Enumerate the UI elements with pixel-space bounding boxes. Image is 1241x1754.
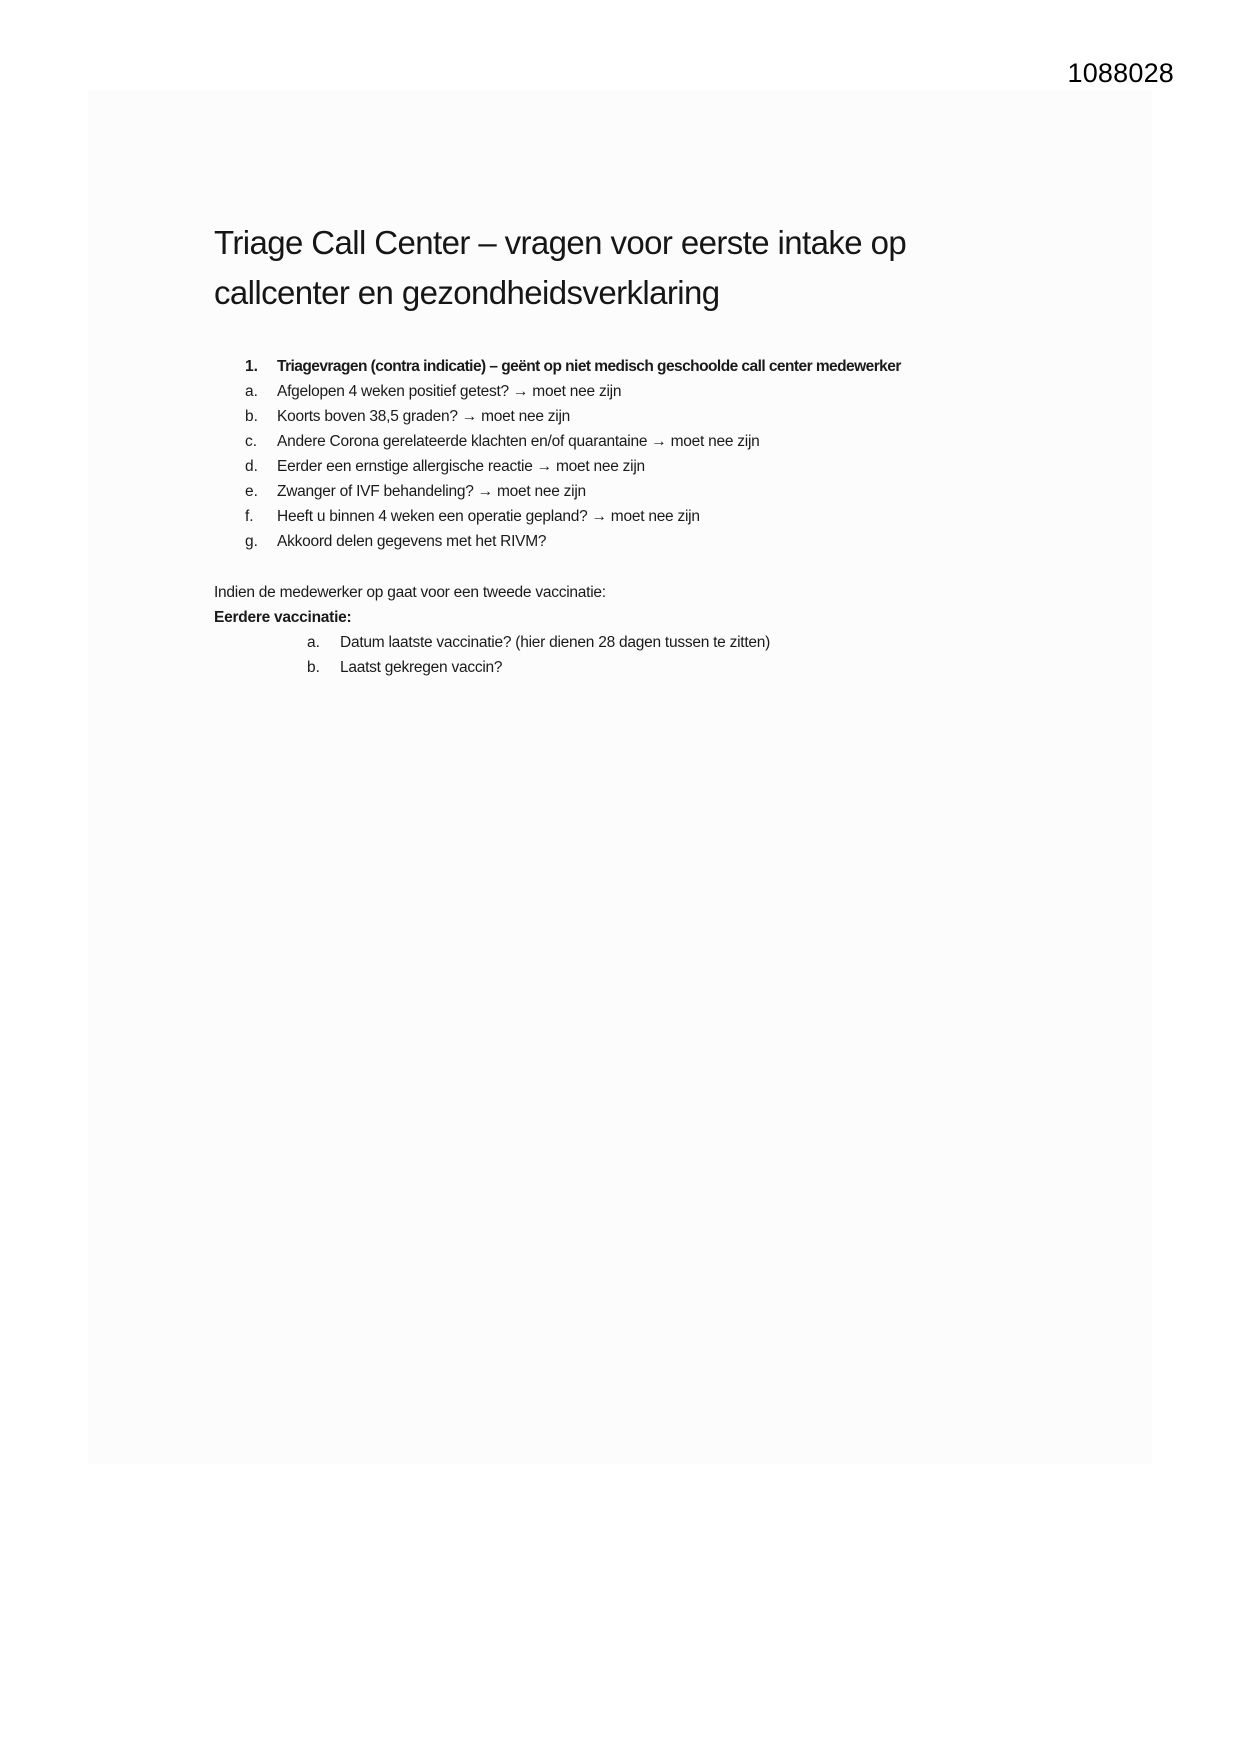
question-text: Andere Corona gerelateerde klachten en/of quarantaine → moet nee zijn [277,433,760,450]
question-text: Akkoord delen gegevens met het RIVM? [277,533,547,550]
list-marker: e. [245,483,258,500]
section-heading-text: Triagevragen (contra indicatie) – geënt op niet medisch geschoolde call center medewerker [277,358,901,375]
question-text: Koorts boven 38,5 graden? → moet nee zijn [277,408,571,425]
title-line-2: callcenter en gezondheidsverklaring [214,274,720,311]
list-marker: g. [245,533,258,550]
question-text: Zwanger of IVF behandeling? → moet nee zijn [277,483,586,500]
list-marker: b. [307,659,320,676]
previous-vaccination-heading: Eerdere vaccinatie: [214,609,352,626]
list-marker: c. [245,433,258,450]
title-line-1: Triage Call Center – vragen voor eerste intake op [214,224,907,261]
question-text: Afgelopen 4 weken positief getest? → moet nee zijn [277,383,622,400]
question-text: Laatst gekregen vaccin? [340,659,503,676]
document-title [214,218,1074,318]
list-marker: a. [245,383,258,400]
question-text: Datum laatste vaccinatie? (hier dienen 28 dagen tussen te zitten) [340,634,771,651]
list-marker: a. [307,634,320,651]
question-text: Heeft u binnen 4 weken een operatie gepland? → moet nee zijn [277,508,700,525]
list-marker: f. [245,508,254,525]
list-marker: 1. [245,358,258,375]
list-marker: b. [245,408,258,425]
list-marker: d. [245,458,258,475]
second-vaccination-intro: Indien de medewerker op gaat voor een tweede vaccinatie: [214,584,606,601]
question-text: Eerder een ernstige allergische reactie → moet nee zijn [277,458,645,475]
document-id-number: 1088028 [1067,58,1174,88]
